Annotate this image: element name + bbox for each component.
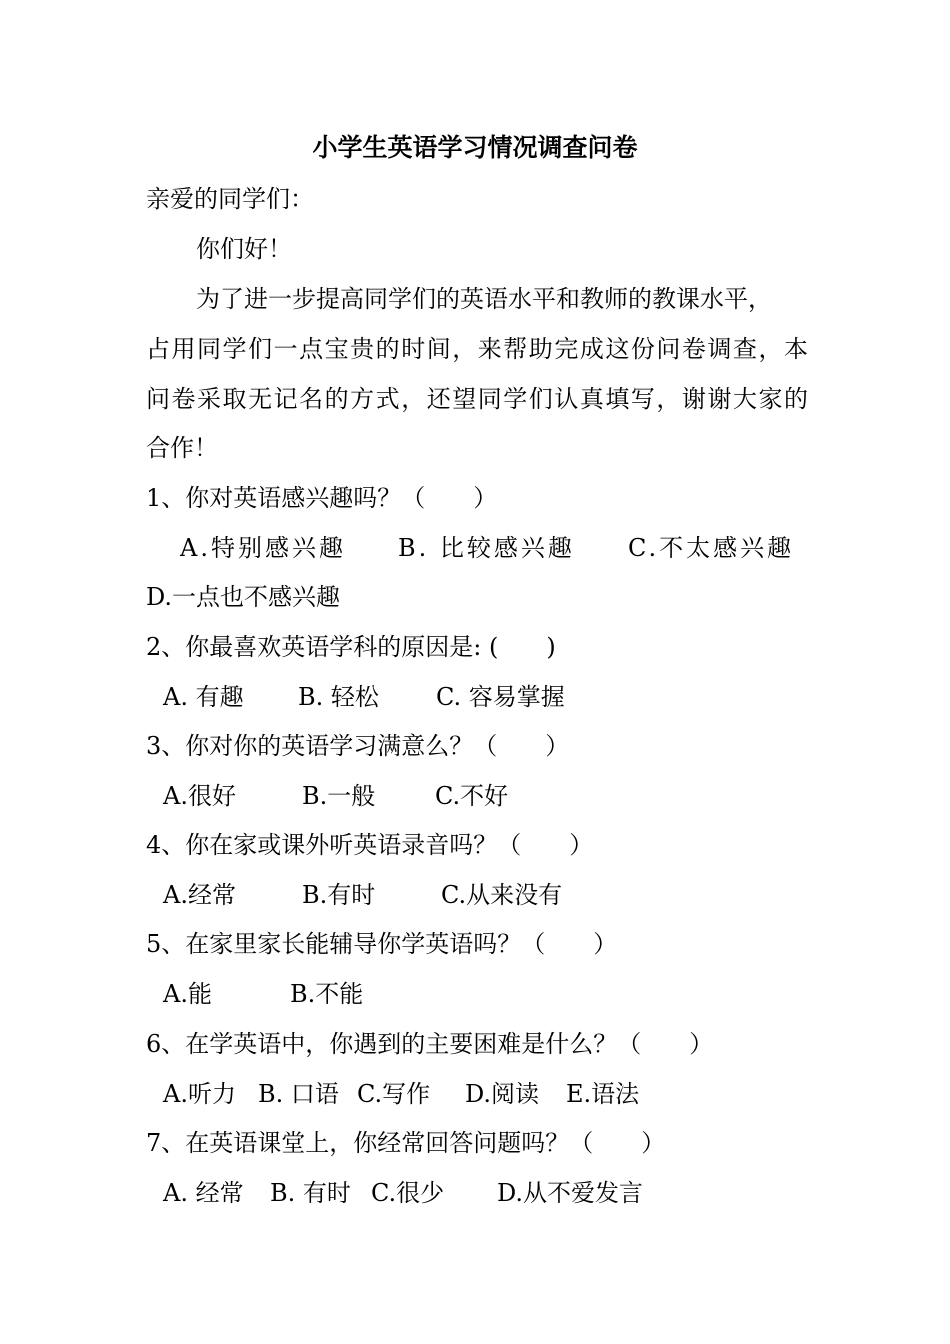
question-7: 7、在英语课堂上，你经常回答问题吗？（ ） — [146, 1129, 666, 1157]
greeting: 亲爱的同学们： — [146, 185, 314, 213]
q4-option-c: C.从来没有 — [441, 881, 563, 909]
q5-option-b: B.不能 — [290, 980, 364, 1008]
q2-option-b: B. 轻松 — [298, 683, 379, 711]
q1-option-b: B. 比较感兴趣 — [398, 534, 575, 562]
document-title: 小学生英语学习情况调查问卷 — [312, 133, 638, 162]
intro-line-2: 占用同学们一点宝贵的时间，来帮助完成这份问卷调查，本 — [146, 335, 808, 363]
question-1: 1、你对英语感兴趣吗？（ ） — [146, 484, 498, 512]
q4-option-a: A.经常 — [163, 881, 236, 909]
question-3: 3、你对你的英语学习满意么？（ ） — [146, 732, 570, 760]
q7-option-a: A. 经常 — [163, 1179, 244, 1207]
q1-option-c: C.不太感兴趣 — [628, 534, 795, 562]
q6-option-d: D.阅读 — [465, 1080, 540, 1108]
q3-option-a: A.很好 — [163, 782, 236, 810]
question-5: 5、在家里家长能辅导你学英语吗？（ ） — [146, 930, 618, 958]
hello-line: 你们好！ — [196, 235, 292, 263]
intro-line-1: 为了进一步提高同学们的英语水平和教师的教课水平， — [196, 285, 772, 313]
q4-option-b: B.有时 — [302, 881, 376, 909]
q3-option-b: B.一般 — [302, 782, 376, 810]
question-4: 4、你在家或课外听英语录音吗？（ ） — [146, 831, 594, 859]
question-6: 6、在学英语中，你遇到的主要困难是什么？（ ） — [146, 1030, 714, 1058]
q2-option-a: A. 有趣 — [163, 683, 244, 711]
q6-option-a: A.听力 — [163, 1080, 236, 1108]
intro-line-3: 问卷采取无记名的方式，还望同学们认真填写，谢谢大家的 — [146, 385, 808, 413]
q6-option-c: C.写作 — [357, 1080, 431, 1108]
q2-option-c: C. 容易掌握 — [436, 683, 565, 711]
intro-line-4: 合作！ — [146, 434, 218, 462]
q3-option-c: C.不好 — [435, 782, 509, 810]
question-2: 2、你最喜欢英语学科的原因是: ( ) — [146, 633, 556, 661]
q7-option-b: B. 有时 — [270, 1179, 351, 1207]
q1-option-d: D.一点也不感兴趣 — [146, 583, 341, 611]
q5-option-a: A.能 — [163, 980, 212, 1008]
q6-option-b: B. 口语 — [258, 1080, 339, 1108]
q7-option-c: C.很少 — [371, 1179, 445, 1207]
q1-option-a: A.特别感兴趣 — [180, 534, 346, 562]
q7-option-d: D.从不爱发言 — [497, 1179, 644, 1207]
q6-option-e: E.语法 — [566, 1080, 640, 1108]
